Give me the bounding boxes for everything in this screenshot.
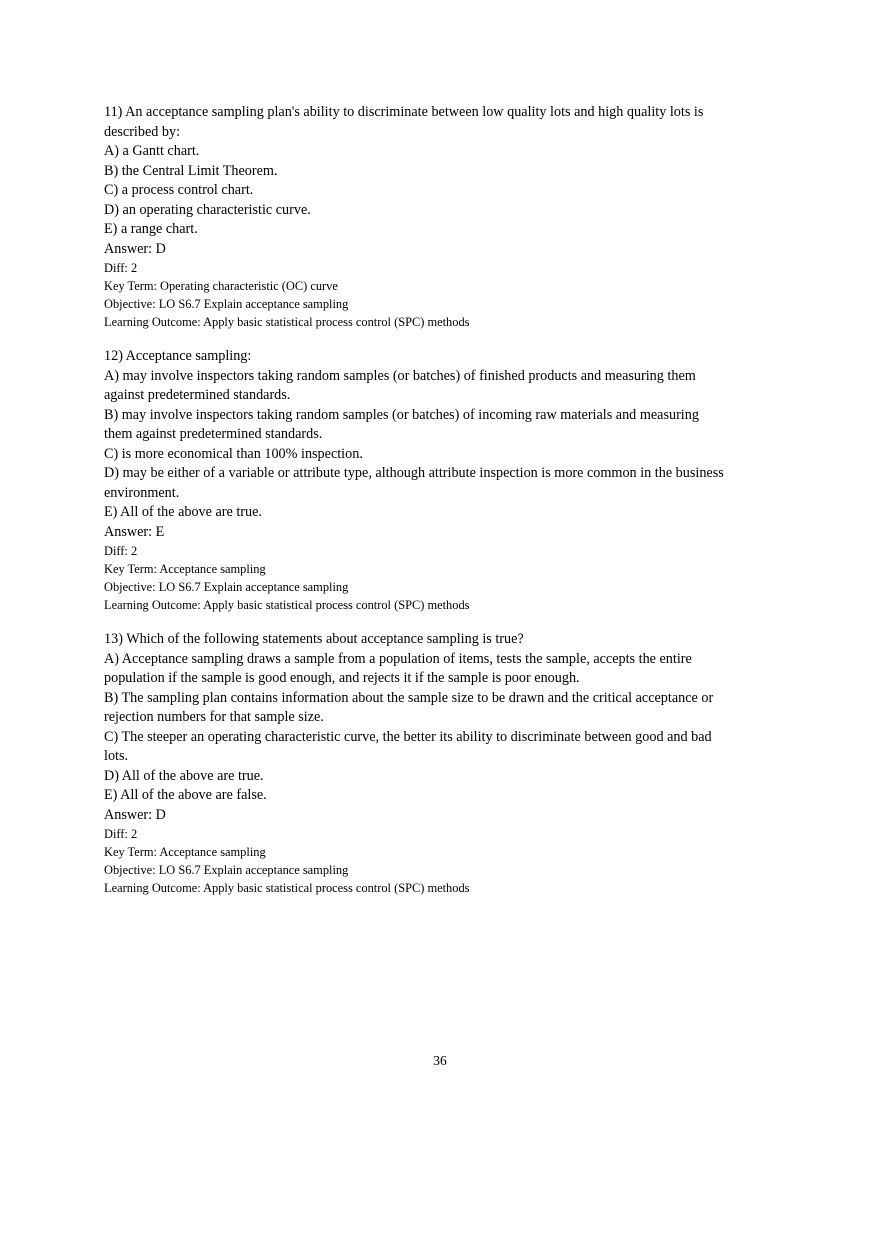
answer-line: Answer: E xyxy=(104,523,165,540)
objective-line: Objective: LO S6.7 Explain acceptance sampling xyxy=(104,580,349,594)
option-a: A) a Gantt chart. xyxy=(104,143,200,159)
option-d: D) All of the above are true. xyxy=(104,767,264,784)
difficulty-line: Diff: 2 xyxy=(104,827,138,841)
answer-options xyxy=(104,142,724,240)
difficulty-line: Diff: 2 xyxy=(104,261,138,275)
learning-outcome-line: Learning Outcome: Apply basic statistical process control (SPC) methods xyxy=(104,881,470,895)
option-b: B) may involve inspectors taking random samples (or batches) of incoming raw materials and measuring them against predetermined standards. xyxy=(104,406,699,442)
option-a: A) may involve inspectors taking random samples (or batches) of finished products and measuring them against predetermined standards. xyxy=(104,367,696,403)
answer-line: Answer: D xyxy=(104,806,166,823)
option-e: E) All of the above are false. xyxy=(104,787,267,803)
option-c: C) a process control chart. xyxy=(104,182,254,198)
question-11 xyxy=(104,103,724,331)
option-b: B) the Central Limit Theorem. xyxy=(104,162,278,179)
question-12 xyxy=(104,347,724,614)
page-number: 36 xyxy=(433,1053,447,1068)
objective-line: Objective: LO S6.7 Explain acceptance sampling xyxy=(104,297,349,311)
option-b: B) The sampling plan contains information about the sample size to be drawn and the critical acceptance or rejection numbers for that sample size. xyxy=(104,689,714,725)
option-c: C) The steeper an operating characteristic curve, the better its ability to discriminate between good and bad lots. xyxy=(104,728,712,764)
option-c: C) is more economical than 100% inspection. xyxy=(104,445,363,462)
question-13 xyxy=(104,630,724,897)
answer-line: Answer: D xyxy=(104,240,166,257)
answer-options xyxy=(104,650,724,806)
answer-options xyxy=(104,367,724,523)
option-d: D) may be either of a variable or attribute type, although attribute inspection is more common in the business environment. xyxy=(104,465,724,501)
question-stem: 13) Which of the following statements about acceptance sampling is true? xyxy=(104,631,524,647)
option-d: D) an operating characteristic curve. xyxy=(104,201,311,218)
learning-outcome-line: Learning Outcome: Apply basic statistical process control (SPC) methods xyxy=(104,315,470,329)
question-stem: 11) An acceptance sampling plan's ability to discriminate between low quality lots and high quality lots is described by: xyxy=(104,104,704,140)
key-term-line: Key Term: Operating characteristic (OC) curve xyxy=(104,279,338,293)
option-a: A) Acceptance sampling draws a sample from a population of items, tests the sample, accepts the entire population if the sample is good enough, and rejects it if the sample is poor enough. xyxy=(104,650,692,686)
question-stem: 12) Acceptance sampling: xyxy=(104,348,252,364)
option-e: E) a range chart. xyxy=(104,221,198,237)
objective-line: Objective: LO S6.7 Explain acceptance sampling xyxy=(104,863,349,877)
key-term-line: Key Term: Acceptance sampling xyxy=(104,845,266,859)
learning-outcome-line: Learning Outcome: Apply basic statistical process control (SPC) methods xyxy=(104,598,470,612)
option-e: E) All of the above are true. xyxy=(104,504,262,520)
key-term-line: Key Term: Acceptance sampling xyxy=(104,562,266,576)
difficulty-line: Diff: 2 xyxy=(104,544,138,558)
question-list xyxy=(104,103,724,897)
